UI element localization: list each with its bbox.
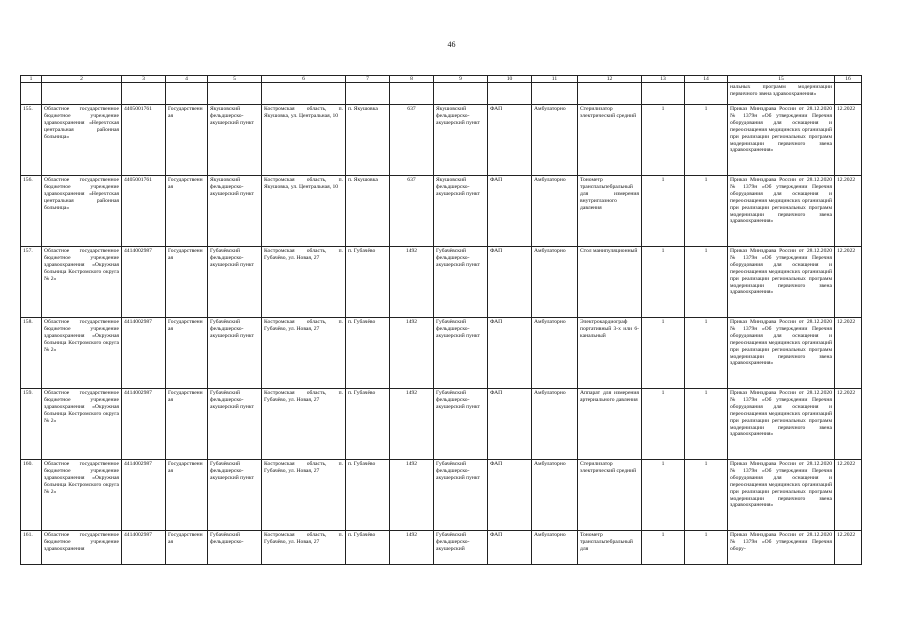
column-number: 1	[21, 76, 42, 83]
organization-cell: Областное государственное бюджетное учреждение здравоохранения «Окружная больница Костромского округа № 2»	[42, 460, 122, 531]
continuation-row	[21, 83, 862, 105]
unit-cell: Губачёвский фельдшерско-акушерский	[434, 531, 488, 565]
unit-cell: Губачёвский фельдшерско-акушерский пункт	[434, 247, 488, 318]
facility-cell: Губачёвский фельдшерско-акушерский пункт	[208, 460, 262, 531]
column-number: 15	[728, 76, 835, 83]
deadline-cell: 12.2022	[835, 247, 862, 318]
organization-cell: Областное государственное бюджетное учреждение здравоохранения «Окружная больница Костромского округа № 2»	[42, 318, 122, 389]
row-number: 158.	[21, 318, 42, 389]
organization-cell: Областное государственное бюджетное учреждение здравоохранения «Нерехтская центральная районная больница»	[42, 176, 122, 247]
type-cell: ФАП	[488, 318, 532, 389]
column-number-row	[21, 76, 862, 83]
page-number: 46	[447, 40, 456, 49]
equipment-table	[20, 75, 862, 565]
ownership-cell: Государственная	[166, 318, 208, 389]
equipment-cell: Стерилизатор электрический средний	[578, 460, 642, 531]
column-number: 12	[578, 76, 642, 83]
care-type-cell: Амбулаторно	[532, 389, 578, 460]
column-number: 5	[208, 76, 262, 83]
address-cell: Костромская область, п. Губачёво, ул. Новая, 27	[262, 389, 346, 460]
address-cell: Костромская область, п. Якушовка, ул. Центральная, 10	[262, 105, 346, 176]
unit-cell: Якушовский фельдшерско-акушерский пункт	[434, 176, 488, 247]
type-cell: ФАП	[488, 176, 532, 247]
legal-basis-cell: Приказ Минздрава России от 28.12.2020 № 1379н «Об утверждении Перечня оборудования для оснащения и переоснащения медицинских организаций при реализации региональных программ модернизации первичного звена здравоохранения»	[728, 318, 835, 389]
locality-cell: п. Губачёво	[346, 460, 390, 531]
locality-cell: п. Губачёво	[346, 531, 390, 565]
address-cell: Костромская область, п. Губачёво, ул. Новая, 27	[262, 531, 346, 565]
organization-cell: Областное государственное бюджетное учреждение здравоохранения «Окружная больница Костромского округа № 2»	[42, 389, 122, 460]
address-cell: Костромская область, п. Якушовка, ул. Центральная, 10	[262, 176, 346, 247]
deadline-cell: 12.2022	[835, 460, 862, 531]
locality-cell: п. Губачёво	[346, 389, 390, 460]
legal-basis-cell: Приказ Минздрава России от 28.12.2020 № 1379н «Об утверждении Перечня оборудования для оснащения и переоснащения медицинских организаций при реализации региональных программ модернизации первичного звена здравоохранения»	[728, 389, 835, 460]
row-number: 156.	[21, 176, 42, 247]
quantity-cell: 1	[642, 247, 685, 318]
ownership-cell: Государственная	[166, 176, 208, 247]
unit-cell: Губачёвский фельдшерско-акушерский пункт	[434, 318, 488, 389]
address-cell: Костромская область, п. Губачёво, ул. Новая, 27	[262, 318, 346, 389]
ownership-cell: Государственная	[166, 247, 208, 318]
unit-cell: Якушовский фельдшерско-акушерский пункт	[434, 105, 488, 176]
equipment-cell: Электрокардиограф портативный 3-х или 6-канальный	[578, 318, 642, 389]
ownership-cell: Государственная	[166, 389, 208, 460]
equipment-cell: Тонометр транспальпебральный для	[578, 531, 642, 565]
type-cell: ФАП	[488, 247, 532, 318]
quantity-total-cell: 1	[685, 318, 728, 389]
deadline-cell: 12.2022	[835, 318, 862, 389]
column-number: 13	[642, 76, 685, 83]
type-cell: ФАП	[488, 460, 532, 531]
quantity-cell: 1	[642, 176, 685, 247]
care-type-cell: Амбулаторно	[532, 460, 578, 531]
quantity-total-cell: 1	[685, 105, 728, 176]
ownership-cell: Государственная	[166, 460, 208, 531]
population-cell: 1492	[390, 318, 434, 389]
type-cell: ФАП	[488, 389, 532, 460]
deadline-cell: 12.2022	[835, 176, 862, 247]
quantity-cell: 1	[642, 389, 685, 460]
continuation-basis: нальных программ модернизации первичного звена здравоохранения»	[728, 83, 835, 105]
equipment-cell: Аппарат для измерения артериального давления	[578, 389, 642, 460]
column-number: 7	[346, 76, 390, 83]
address-cell: Костромская область, п. Губачёво, ул. Новая, 27	[262, 247, 346, 318]
population-cell: 1492	[390, 531, 434, 565]
column-number: 2	[42, 76, 122, 83]
ownership-cell: Государственная	[166, 531, 208, 565]
quantity-cell: 1	[642, 531, 685, 565]
type-cell: ФАП	[488, 531, 532, 565]
quantity-total-cell: 1	[685, 389, 728, 460]
organization-cell: Областное государственное бюджетное учреждение здравоохранения	[42, 531, 122, 565]
population-cell: 1492	[390, 247, 434, 318]
table-row	[21, 531, 862, 565]
population-cell: 1492	[390, 389, 434, 460]
equipment-cell: Стерилизатор электрический средний	[578, 105, 642, 176]
organization-cell: Областное государственное бюджетное учреждение здравоохранения «Окружная больница Костромского округа № 2»	[42, 247, 122, 318]
legal-basis-cell: Приказ Минздрава России от 28.12.2020 № 1379н «Об утверждении Перечня обору-	[728, 531, 835, 565]
care-type-cell: Амбулаторно	[532, 105, 578, 176]
population-cell: 637	[390, 105, 434, 176]
population-cell: 637	[390, 176, 434, 247]
organization-cell: Областное государственное бюджетное учреждение здравоохранения «Нерехтская центральная районная больница»	[42, 105, 122, 176]
inn-cell: 4414002987	[122, 460, 166, 531]
facility-cell: Якушовский фельдшерско-акушерский пункт	[208, 176, 262, 247]
column-number: 11	[532, 76, 578, 83]
table-row	[21, 247, 862, 318]
population-cell: 1492	[390, 460, 434, 531]
inn-cell: 4414002987	[122, 318, 166, 389]
column-number: 14	[685, 76, 728, 83]
quantity-total-cell: 1	[685, 176, 728, 247]
column-number: 8	[390, 76, 434, 83]
locality-cell: п. Якушовка	[346, 176, 390, 247]
locality-cell: п. Губачёво	[346, 318, 390, 389]
facility-cell: Губачёвский фельдшерско-акушерский пункт	[208, 247, 262, 318]
address-cell: Костромская область, п. Губачёво, ул. Новая, 27	[262, 460, 346, 531]
row-number: 155.	[21, 105, 42, 176]
unit-cell: Губачёвский фельдшерско-акушерский пункт	[434, 389, 488, 460]
inn-cell: 4414002987	[122, 531, 166, 565]
table-row	[21, 176, 862, 247]
facility-cell: Губачёвский фельдшерско-	[208, 531, 262, 565]
facility-cell: Якушовский фельдшерско-акушерский пункт	[208, 105, 262, 176]
legal-basis-cell: Приказ Минздрава России от 28.12.2020 № 1379н «Об утверждении Перечня оборудования для оснащения и переоснащения медицинских организаций при реализации региональных программ модернизации первичного звена здравоохранения»	[728, 176, 835, 247]
care-type-cell: Амбулаторно	[532, 531, 578, 565]
column-number: 16	[835, 76, 862, 83]
inn-cell: 4414002987	[122, 247, 166, 318]
quantity-cell: 1	[642, 318, 685, 389]
inn-cell: 4405001761	[122, 105, 166, 176]
locality-cell: п. Губачёво	[346, 247, 390, 318]
deadline-cell: 12.2022	[835, 389, 862, 460]
legal-basis-cell: Приказ Минздрава России от 28.12.2020 № 1379н «Об утверждении Перечня оборудования для оснащения и переоснащения медицинских организаций при реализации региональных программ модернизации первичного звена здравоохранения»	[728, 247, 835, 318]
equipment-cell: Тонометр транспальпебральный для измерения внутриглазного давления	[578, 176, 642, 247]
care-type-cell: Амбулаторно	[532, 318, 578, 389]
quantity-cell: 1	[642, 460, 685, 531]
legal-basis-cell: Приказ Минздрава России от 28.12.2020 № 1379н «Об утверждении Перечня оборудования для оснащения и переоснащения медицинских организаций при реализации региональных программ модернизации первичного звена здравоохранения»	[728, 105, 835, 176]
type-cell: ФАП	[488, 105, 532, 176]
quantity-cell: 1	[642, 105, 685, 176]
column-number: 10	[488, 76, 532, 83]
inn-cell: 4414002987	[122, 389, 166, 460]
column-number: 4	[166, 76, 208, 83]
care-type-cell: Амбулаторно	[532, 176, 578, 247]
quantity-total-cell: 1	[685, 460, 728, 531]
quantity-total-cell: 1	[685, 247, 728, 318]
row-number: 157.	[21, 247, 42, 318]
inn-cell: 4405001761	[122, 176, 166, 247]
column-number: 9	[434, 76, 488, 83]
quantity-total-cell: 1	[685, 531, 728, 565]
table-row	[21, 318, 862, 389]
table-row	[21, 105, 862, 176]
column-number: 3	[122, 76, 166, 83]
row-number: 159.	[21, 389, 42, 460]
care-type-cell: Амбулаторно	[532, 247, 578, 318]
unit-cell: Губачёвский фельдшерско-акушерский пункт	[434, 460, 488, 531]
equipment-cell: Стол манипуляционный	[578, 247, 642, 318]
deadline-cell: 12.2022	[835, 105, 862, 176]
row-number: 160.	[21, 460, 42, 531]
deadline-cell: 12.2022	[835, 531, 862, 565]
legal-basis-cell: Приказ Минздрава России от 28.12.2020 № 1379н «Об утверждении Перечня оборудования для оснащения и переоснащения медицинских организаций при реализации региональных программ модернизации первичного звена здравоохранения»	[728, 460, 835, 531]
facility-cell: Губачёвский фельдшерско-акушерский пункт	[208, 389, 262, 460]
table-row	[21, 460, 862, 531]
facility-cell: Губачёвский фельдшерско-акушерский пункт	[208, 318, 262, 389]
column-number: 6	[262, 76, 346, 83]
table-row	[21, 389, 862, 460]
locality-cell: п. Якушовка	[346, 105, 390, 176]
row-number: 161.	[21, 531, 42, 565]
ownership-cell: Государственная	[166, 105, 208, 176]
